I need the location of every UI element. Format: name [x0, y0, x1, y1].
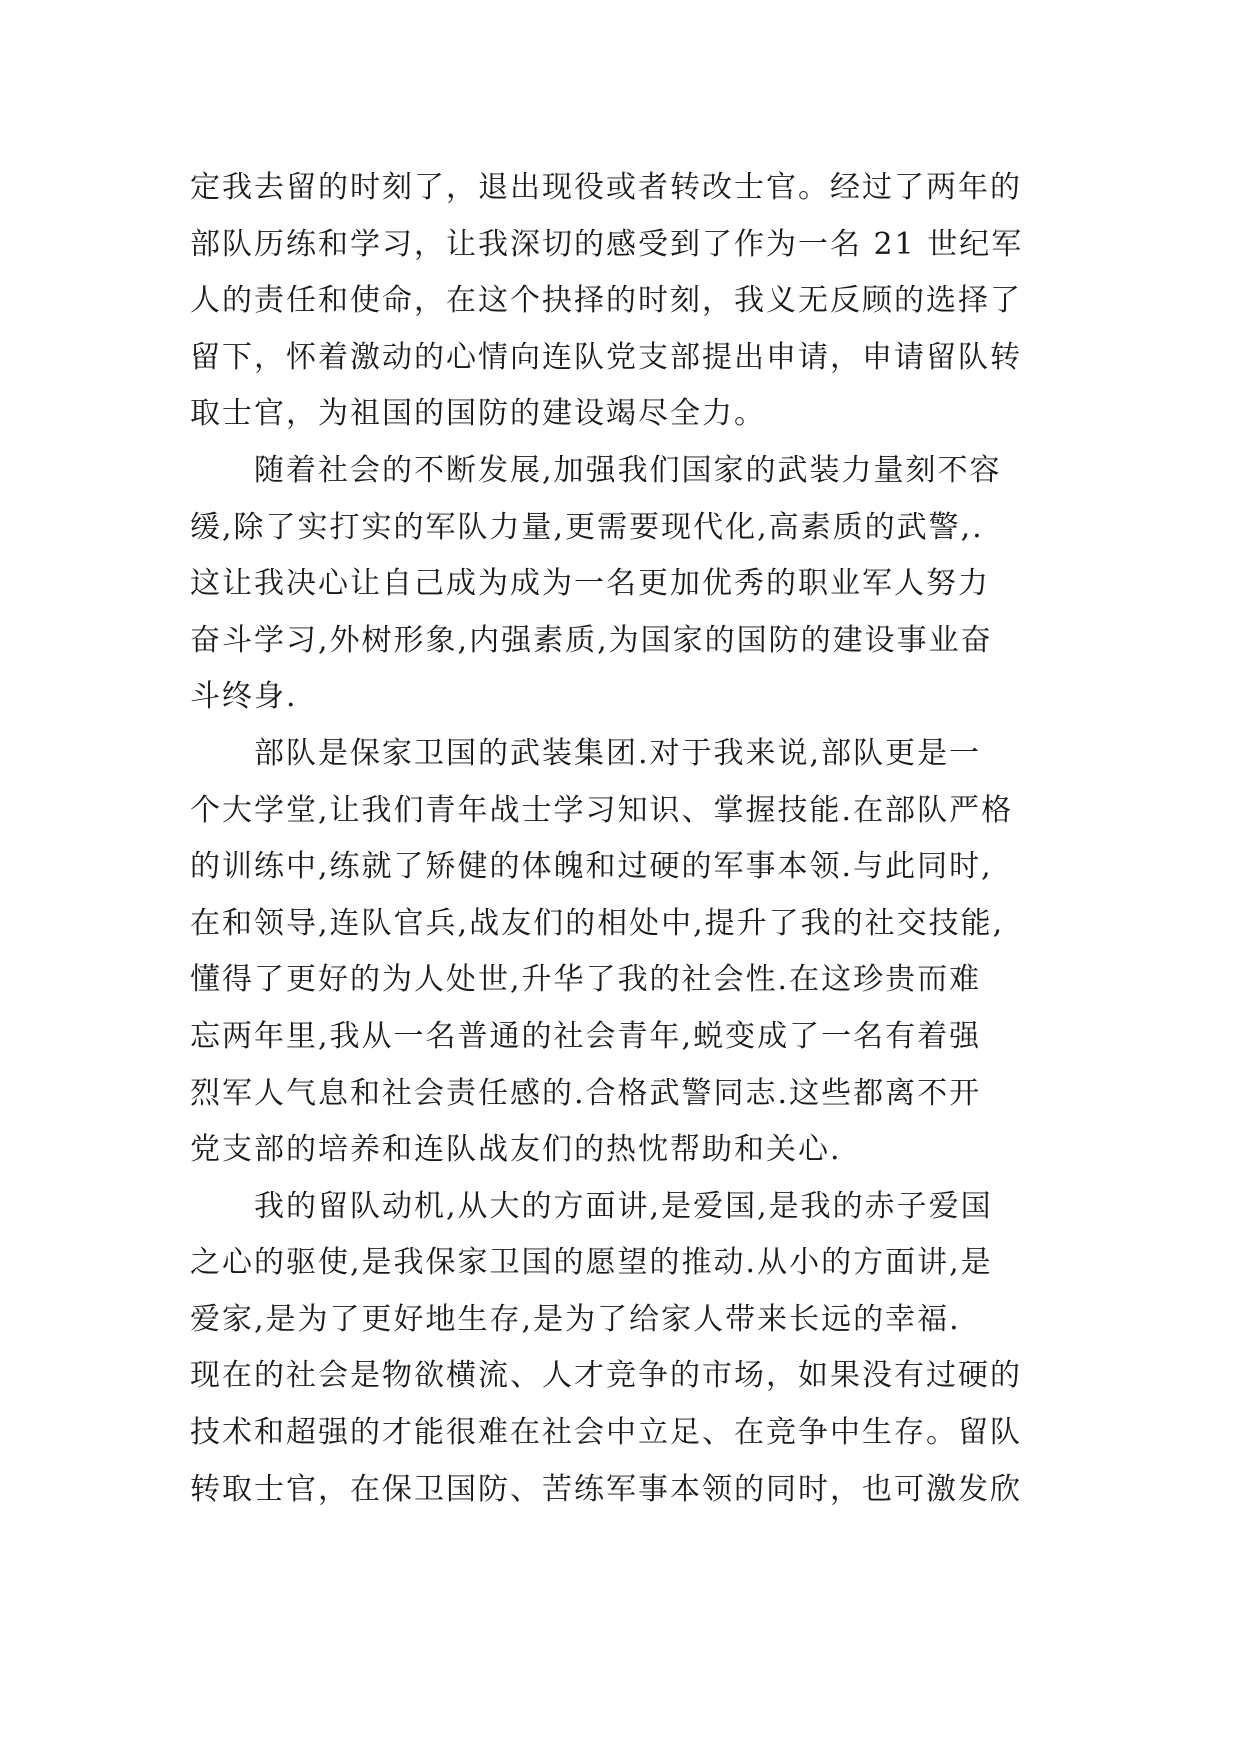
text-line: 党支部的培养和连队战友们的热忱帮助和关心. — [190, 1132, 842, 1168]
text-line: 个大学堂,让我们青年战士学习知识、掌握技能.在部队严格 — [190, 792, 1014, 828]
text-line: 定我去留的时刻了，退出现役或者转改士官。经过了两年的 — [190, 170, 1022, 205]
paragraph-first-line: 随着社会的不断发展,加强我们国家的武装力量刻不容 — [254, 452, 1002, 488]
paragraph-first-line: 部队是保家卫国的武装集团.对于我来说,部队更是一 — [254, 735, 982, 771]
text-line: 缓,除了实打实的军队力量,更需要现代化,高素质的武警,. — [190, 509, 984, 545]
text-line: 留下，怀着激动的心情向连队党支部提出申请，申请留队转 — [190, 339, 1022, 375]
text-line: 在和领导,连队官兵,战友们的相处中,提升了我的社交技能, — [190, 905, 1005, 941]
paragraph-first-line: 我的留队动机,从大的方面讲,是爱国,是我的赤子爱国 — [254, 1188, 993, 1224]
text-line: 斗终身. — [190, 679, 298, 715]
text-line: 忘两年里,我从一名普通的社会青年,蜕变成了一名有着强 — [190, 1018, 982, 1054]
text-line: 奋斗学习,外树形象,内强素质,为国家的国防的建设事业奋 — [190, 622, 993, 658]
text-line: 人的责任和使命，在这个抉择的时刻，我义无反顾的选择了 — [190, 283, 1022, 319]
text-line: 的训练中,练就了矫健的体魄和过硬的军事本领.与此同时, — [190, 849, 993, 885]
text-line: 转取士官，在保卫国防、苦练军事本领的同时，也可激发欣 — [190, 1471, 1022, 1507]
text-line: 懂得了更好的为人处世,升华了我的社会性.在这珍贵而难 — [190, 962, 982, 998]
text-line: 这让我决心让自己成为成为一名更加优秀的职业军人努力 — [190, 566, 990, 602]
text-line: 烈军人气息和社会责任感的.合格武警同志.这些都离不开 — [190, 1075, 982, 1111]
text-line: 之心的驱使,是我保家卫国的愿望的推动.从小的方面讲,是 — [190, 1245, 993, 1281]
text-line: 爱家,是为了更好地生存,是为了给家人带来长远的幸福. — [190, 1301, 961, 1337]
text-line: 取士官，为祖国的国防的建设竭尽全力。 — [190, 396, 766, 432]
text-line: 现在的社会是物欲横流、人才竞争的市场，如果没有过硬的 — [190, 1358, 1022, 1394]
text-line: 部队历练和学习，让我深切的感受到了作为一名 21 世纪军 — [190, 226, 1024, 262]
text-line: 技术和超强的才能很难在社会中立足、在竞争中生存。留队 — [190, 1415, 1022, 1451]
document-body — [190, 160, 1060, 1518]
